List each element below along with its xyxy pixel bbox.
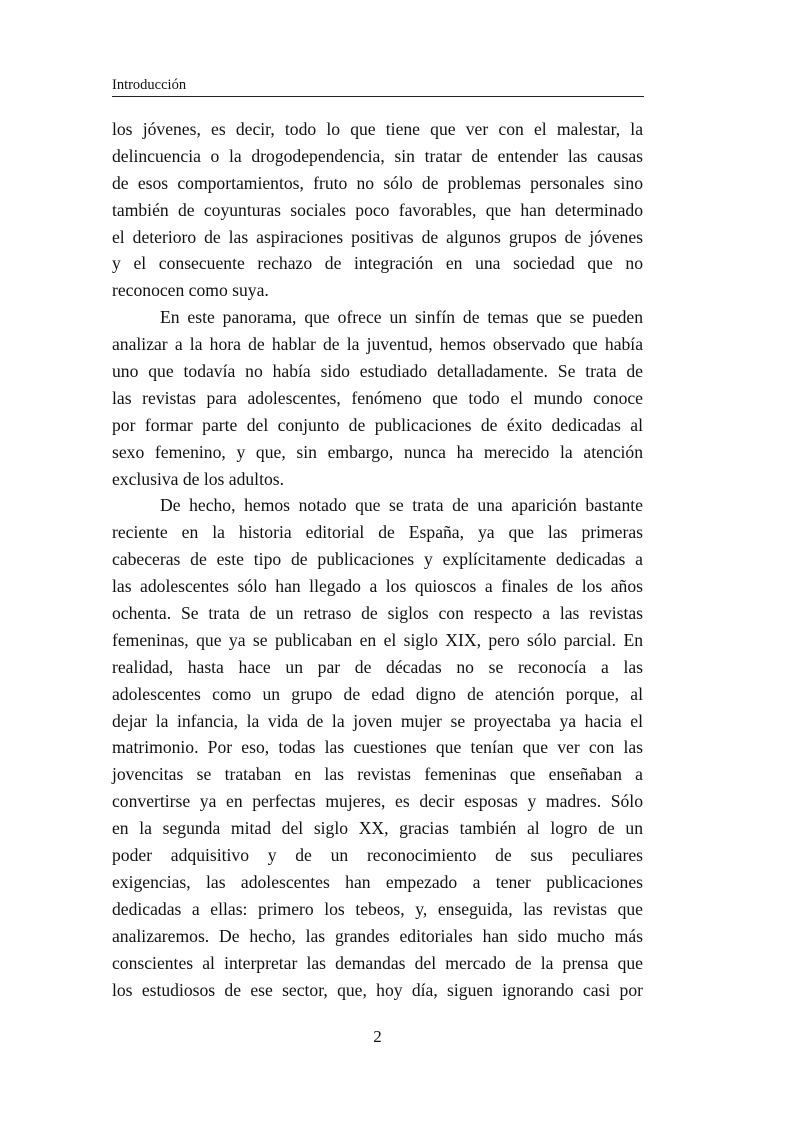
text-line: analizaremos. De hecho, las grandes editoriales han sido mucho más <box>112 925 643 946</box>
text-line: sexo femenino, y que, sin embargo, nunca ha merecido la atención <box>112 441 643 462</box>
text-line: dejar la infancia, la vida de la joven mujer se proyectaba ya hacia el <box>112 710 643 731</box>
text-line: matrimonio. Por eso, todas las cuestiones que tenían que ver con las <box>112 737 643 758</box>
text-line: ochenta. Se trata de un retraso de siglos con respecto a las revistas <box>112 603 643 624</box>
text-line: y el consecuente rechazo de integración en una sociedad que no <box>112 253 643 274</box>
text-line: adolescentes como un grupo de edad digno de atención porque, al <box>112 683 643 704</box>
body-text <box>112 116 643 1003</box>
text-line: los jóvenes, es decir, todo lo que tiene que ver con el malestar, la <box>112 119 643 139</box>
text-line: cabeceras de este tipo de publicaciones y explícitamente dedicadas a <box>112 549 643 570</box>
text-line: realidad, hasta hace un par de décadas no se reconocía a las <box>112 656 643 677</box>
running-header <box>112 76 644 97</box>
text-line: jovencitas se trataban en las revistas femeninas que enseñaban a <box>112 764 643 785</box>
text-line: las revistas para adolescentes, fenómeno que todo el mundo conoce <box>112 387 643 408</box>
text-line: conscientes al interpretar las demandas del mercado de la prensa que <box>112 952 643 973</box>
text-line: exigencias, las adolescentes han empezado a tener publicaciones <box>112 871 643 892</box>
text-line: también de coyunturas sociales poco favorables, que han determinado <box>112 199 643 220</box>
text-line: reconocen como suya. <box>112 280 269 301</box>
running-header-title: Introducción <box>112 77 187 93</box>
text-line: uno que todavía no había sido estudiado detalladamente. Se trata de <box>112 361 643 382</box>
text-line: exclusiva de los adultos. <box>112 468 284 489</box>
text-line: por formar parte del conjunto de publicaciones de éxito dedicadas al <box>112 414 643 435</box>
page-number: 2 <box>373 1027 382 1046</box>
text-line: reciente en la historia editorial de España, ya que las primeras <box>112 522 643 543</box>
text-line: En este panorama, que ofrece un sinfín de temas que se pueden <box>160 307 643 328</box>
text-line: el deterioro de las aspiraciones positivas de algunos grupos de jóvenes <box>112 226 643 247</box>
text-line: De hecho, hemos notado que se trata de una aparición bastante <box>160 495 643 516</box>
text-line: las adolescentes sólo han llegado a los quioscos a finales de los años <box>112 576 643 597</box>
text-line: femeninas, que ya se publicaban en el siglo XIX, pero sólo parcial. En <box>112 629 643 650</box>
text-line: dedicadas a ellas: primero los tebeos, y, enseguida, las revistas que <box>112 898 643 919</box>
text-line: de esos comportamientos, fruto no sólo de problemas personales sino <box>112 172 643 193</box>
text-line: convertirse ya en perfectas mujeres, es decir esposas y madres. Sólo <box>112 791 643 812</box>
text-line: en la segunda mitad del siglo XX, gracias también al logro de un <box>112 818 643 839</box>
text-line: los estudiosos de ese sector, que, hoy día, siguen ignorando casi por <box>112 979 643 1000</box>
text-line: poder adquisitivo y de un reconocimiento de sus peculiares <box>112 845 643 866</box>
text-line: delincuencia o la drogodependencia, sin tratar de entender las causas <box>112 145 643 166</box>
text-line: analizar a la hora de hablar de la juventud, hemos observado que había <box>112 334 643 355</box>
